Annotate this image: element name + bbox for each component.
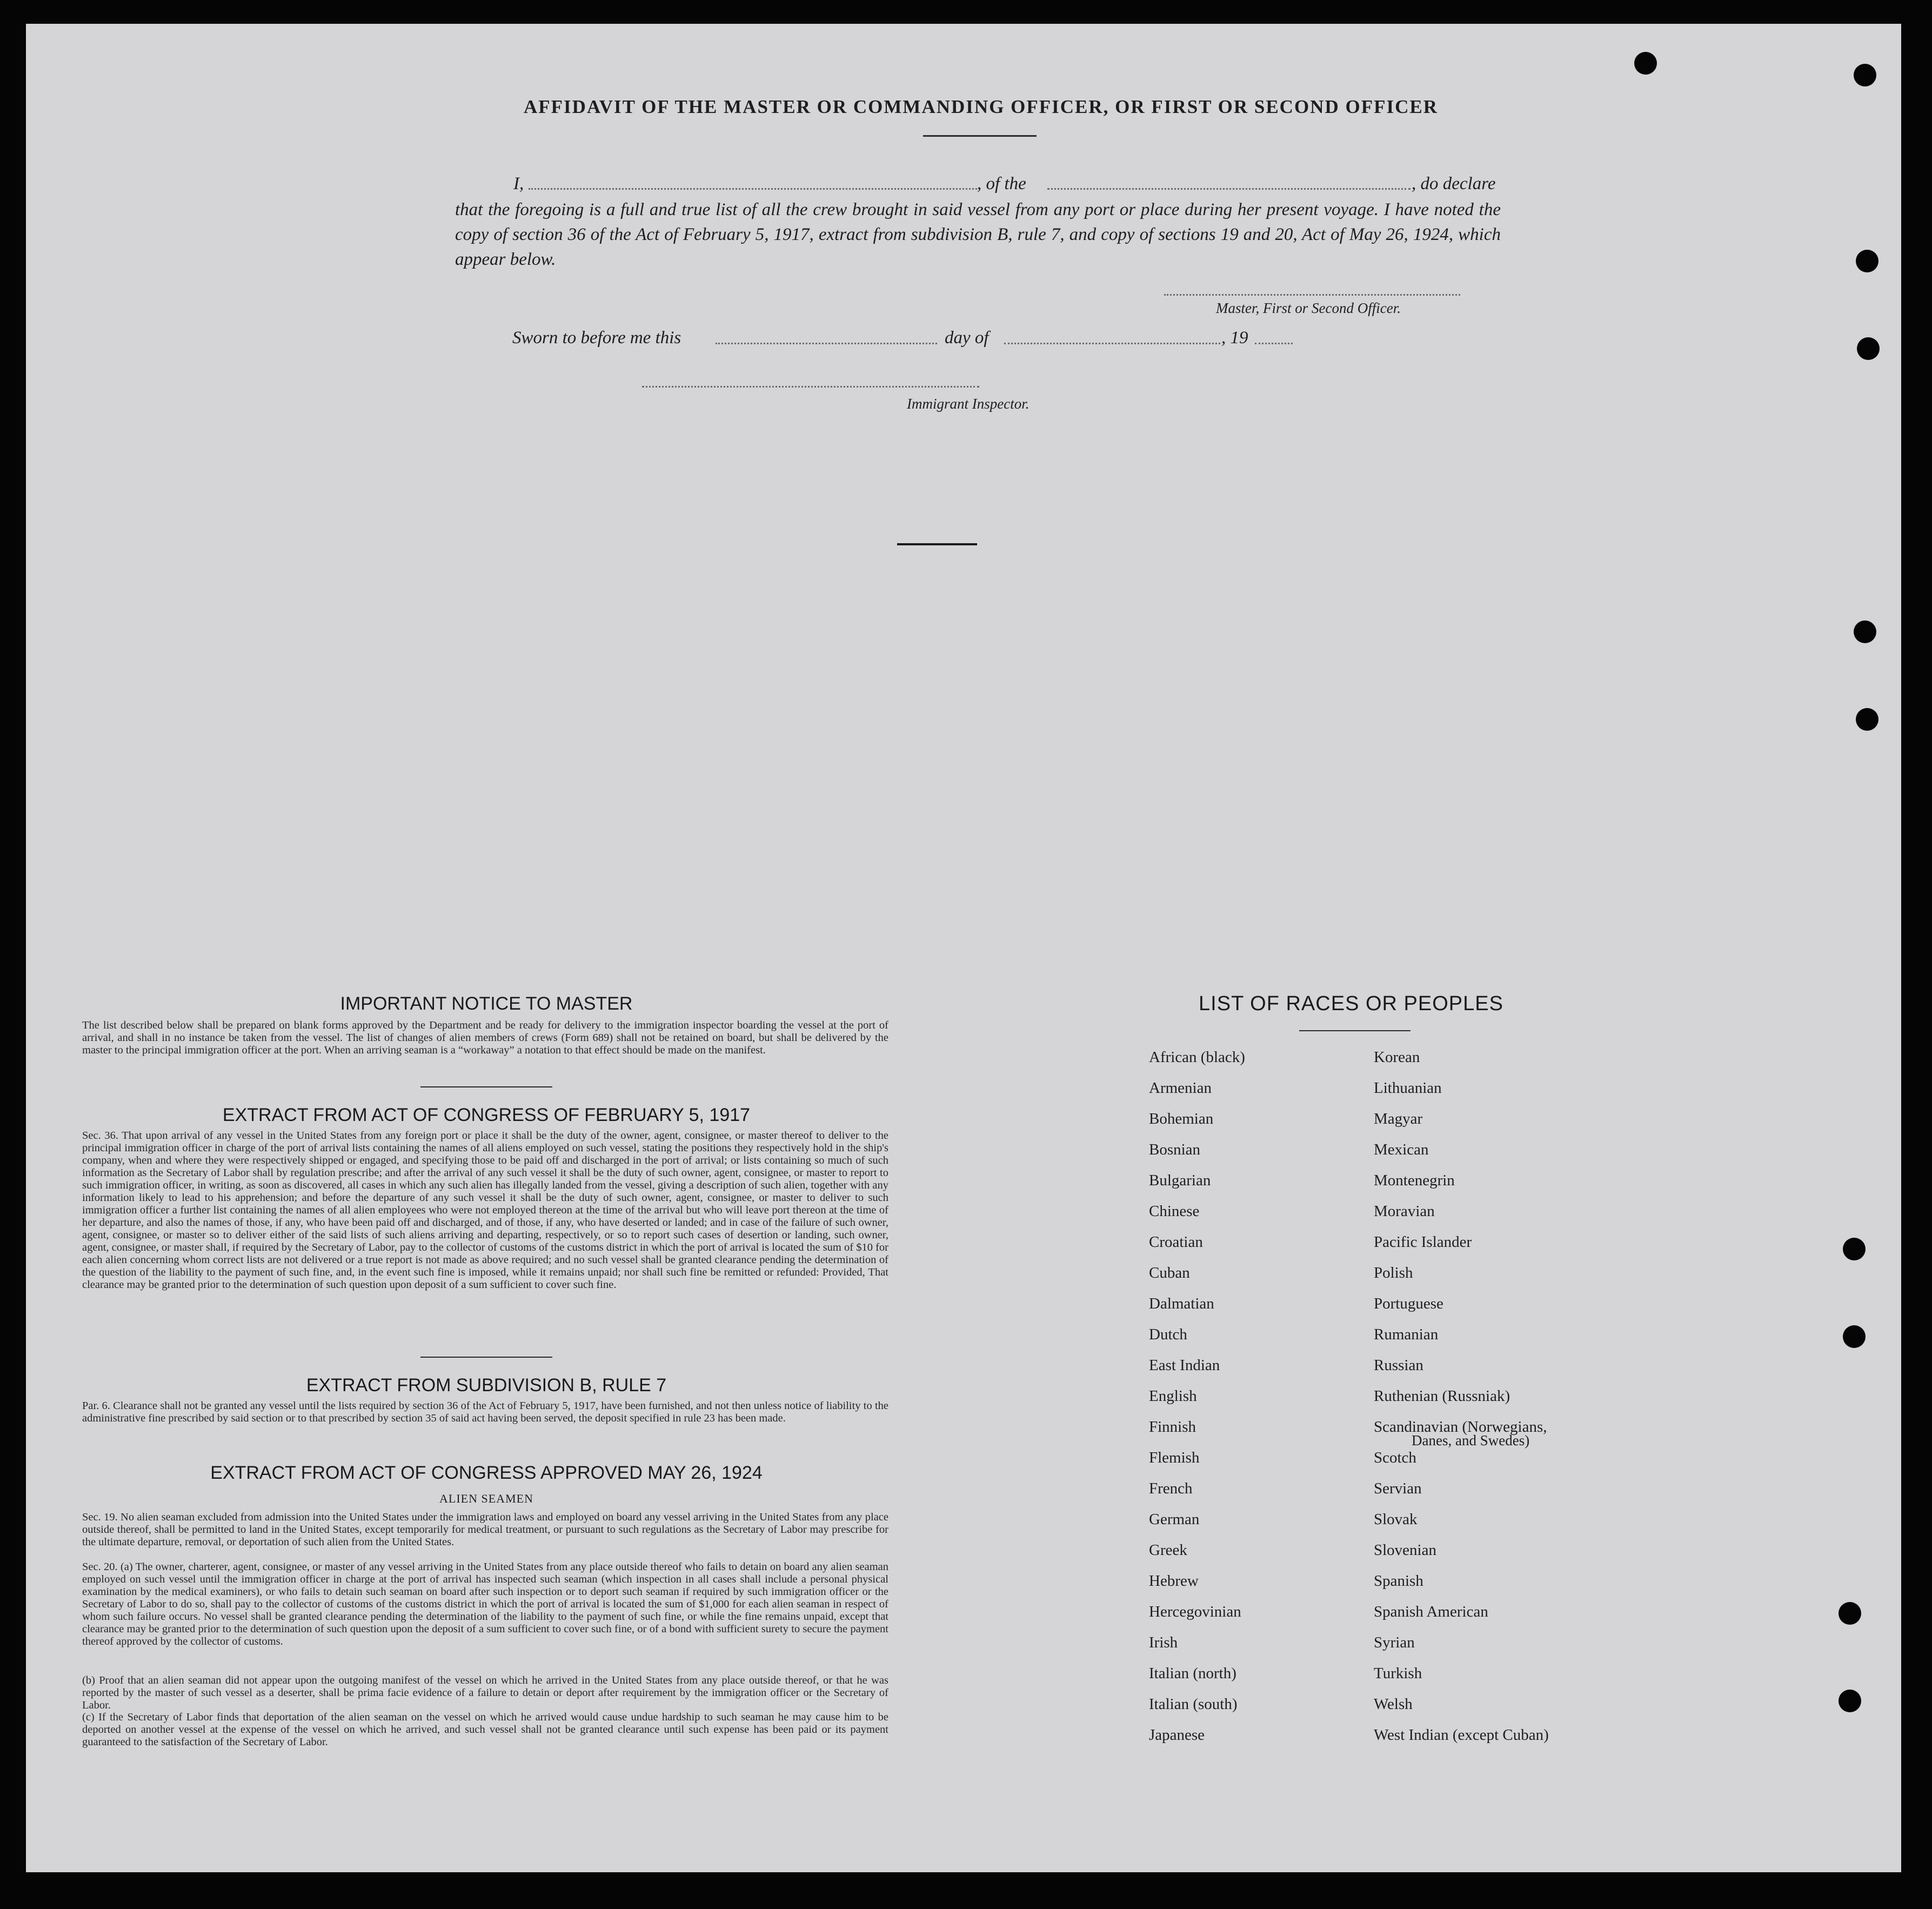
race-item: Irish: [1149, 1634, 1178, 1651]
declaration-text: that the foregoing is a full and true list of all the crew brought in said vessel from any port or place during her present voyage. I have noted the copy of section 36 of the Act of February 5, 1917, extract from subdivision B, rule 7, and copy of sections 19 and 20, Act of May 26, 1924, which appear below.: [455, 200, 1501, 269]
race-item: Bohemian: [1149, 1110, 1214, 1127]
race-item: Italian (north): [1149, 1665, 1236, 1682]
race-item: Cuban: [1149, 1264, 1190, 1281]
race-item: Croatian: [1149, 1233, 1203, 1251]
punch-hole-6: [1856, 708, 1878, 731]
race-item: Mexican: [1374, 1141, 1429, 1158]
declarant-name-field[interactable]: [529, 188, 977, 190]
race-item-continuation: Danes, and Swedes): [1412, 1432, 1530, 1449]
race-item: Moravian: [1374, 1203, 1435, 1220]
race-item: Scotch: [1374, 1449, 1416, 1466]
punch-hole-4: [1857, 337, 1880, 360]
sec-20c-text: (c) If the Secretary of Labor finds that deportation of the alien seaman on the vessel on which he arrived would cause undue hardship to such seaman he may cause him to be deported on another vessel at the expense of the vessel on which he arrived, and such vessel shall not be granted clearance until such expense has been paid or its payment guaranteed to the satisfaction of the Secretary of Labor.: [82, 1711, 888, 1748]
race-item: Montenegrin: [1374, 1172, 1455, 1189]
sec-20a-text: Sec. 20. (a) The owner, charterer, agent, consignee, or master of any vessel arriving in the United States from any place outside thereof who fails to detain on board any alien seaman employed on such vessel until the immigration officer in charge at the port of arrival has inspected such seaman (which inspection in all cases shall include a personal physical examination by the medical examiners), or who fails to detain such seaman on board after such inspection or to deport such seaman if required by such immigration officer or the Secretary of Labor to do so, shall pay to the collector of customs of the customs district in which the port of arrival is located the sum of $1,000 for each alien seaman in respect of whom such failure occurs. No vessel shall be granted clearance pending the determination of the liability to the payment of such fine, or while the fine remains unpaid, except that clearance may be granted prior to the determination of such question upon the deposit of a sum sufficient to cover such fine, or of a bond with sufficient surety to secure the payment thereof approved by the collector of customs.: [82, 1561, 888, 1647]
punch-hole-10: [1839, 1690, 1861, 1712]
sworn-year-field[interactable]: [1255, 343, 1293, 344]
master-signature-label: Master, First or Second Officer.: [1216, 300, 1401, 316]
race-item: Hebrew: [1149, 1572, 1199, 1590]
punch-hole-3: [1856, 250, 1878, 272]
race-item: African (black): [1149, 1049, 1245, 1066]
races-title-rule: [1299, 1030, 1410, 1031]
inspector-signature-line[interactable]: [642, 386, 979, 388]
race-item: Finnish: [1149, 1418, 1196, 1436]
of-the-label: , of the: [977, 174, 1026, 193]
notice-title: IMPORTANT NOTICE TO MASTER: [340, 993, 633, 1014]
race-item: Welsh: [1374, 1696, 1413, 1713]
race-item: Magyar: [1374, 1110, 1423, 1127]
rule-7-text: Par. 6. Clearance shall not be granted any vessel until the lists required by section 36 of the Act of February 5, 1917, have been furnished, and not then unless notice of liability to the administrative fine prescribed by said section or to that prescribed by section 35 of said act having been served, the deposit specified in rule 23 has been made.: [82, 1400, 888, 1424]
race-item: Flemish: [1149, 1449, 1200, 1466]
inspector-signature-label: Immigrant Inspector.: [907, 396, 1029, 412]
race-item: Korean: [1374, 1049, 1420, 1066]
year-label: , 19: [1221, 328, 1248, 348]
race-item: Ruthenian (Russniak): [1374, 1387, 1510, 1405]
title-rule: [923, 135, 1037, 137]
race-item: Polish: [1374, 1264, 1413, 1281]
extract-1917-text: Sec. 36. That upon arrival of any vessel in the United States from any foreign port or place it shall be the duty of the owner, agent, consignee, or master thereof to deliver to the principal immigration officer in charge of the port of arrival lists containing the names of all aliens employed on such vessel, stating the positions they respectively hold in the ship's company, when and where they were respectively shipped or engaged, and specifying those to be paid off and discharged in the port of arrival; or lists containing so much of such information as the Secretary of Labor shall by regulation prescribe; and after the arrival of any such vessel it shall be the duty of such owner, agent, consignee, or master to report to such immigration officer, in writing, as soon as discovered, all cases in which any such alien has illegally landed from the vessel, giving a description of such alien, together with any information likely to lead to his apprehension; and before the departure of any such vessel it shall be the duty of such owner, agent, consignee, or master to deliver to such immigration officer a further list containing the names of all alien employees who were not employed thereon at the time of the arrival but who will leave port thereon at the time of her departure, and also the names of those, if any, who have been paid off and discharged, and of those, if any, who have deserted or landed; and in case of the failure of such owner, agent, consignee, or master so to deliver either of the said lists of such aliens arriving and departing, respectively, or so to report such cases of desertion or landing, such owner, agent, consignee, or master shall, if required by the Secretary of Labor, pay to the collector of customs of the customs district in which the port of arrival is located the sum of $10 for each alien concerning whom correct lists are not delivered or a true report is not made as above required; and no such vessel shall be granted clearance pending the determination of the question of the liability to the payment of such fine, and, in the event such fine is imposed, while it remains unpaid; nor shall such fine be remitted or refunded: Provided, That clearance may be granted prior to the determination of such question upon deposit of a sum sufficient to cover such fine.: [82, 1130, 888, 1291]
race-item: Portuguese: [1374, 1295, 1443, 1312]
race-item: Italian (south): [1149, 1696, 1238, 1713]
race-item: Turkish: [1374, 1665, 1422, 1682]
race-item: Bosnian: [1149, 1141, 1201, 1158]
decorative-dash: [897, 543, 977, 545]
extract-1924-title: EXTRACT FROM ACT OF CONGRESS APPROVED MAY 26, 1924: [210, 1463, 763, 1483]
sworn-month-field[interactable]: [1004, 343, 1220, 344]
race-item: Armenian: [1149, 1079, 1212, 1097]
race-item: Dutch: [1149, 1326, 1187, 1343]
sworn-day-field[interactable]: [716, 343, 937, 344]
race-item: West Indian (except Cuban): [1374, 1726, 1549, 1744]
race-item: Spanish: [1374, 1572, 1423, 1590]
notice-text: The list described below shall be prepared on blank forms approved by the Department and be ready for delivery to the immigration inspector boarding the vessel at the port of arrival, and shall in no instance be taken from the vessel. The list of changes of alien members of crews (Form 689) shall not be retained on board, but shall be delivered by the master to the principal immigration officer at the port. When an arriving seaman is a “workaway” a notation to that effect should be made on the manifest.: [82, 1019, 888, 1056]
races-title: LIST OF RACES OR PEOPLES: [1199, 992, 1503, 1015]
race-item: Lithuanian: [1374, 1079, 1442, 1097]
race-item: Hercegovinian: [1149, 1603, 1241, 1620]
punch-hole-1: [1634, 52, 1657, 75]
extract-1917-title: EXTRACT FROM ACT OF CONGRESS OF FEBRUARY 5, 1917: [222, 1105, 751, 1125]
punch-hole-9: [1839, 1602, 1861, 1625]
punch-hole-2: [1854, 64, 1876, 86]
punch-hole-5: [1854, 620, 1876, 643]
race-item: Chinese: [1149, 1203, 1200, 1220]
alien-seamen-subtitle: ALIEN SEAMEN: [439, 1492, 533, 1505]
race-item: German: [1149, 1511, 1200, 1528]
race-item: Slovak: [1374, 1511, 1418, 1528]
affidavit-title: AFFIDAVIT OF THE MASTER OR COMMANDING OFFICER, OR FIRST OR SECOND OFFICER: [524, 96, 1438, 117]
race-item: French: [1149, 1480, 1193, 1497]
race-item: Rumanian: [1374, 1326, 1439, 1343]
sec-19-text: Sec. 19. No alien seaman excluded from admission into the United States under the immigration laws and employed on board any vessel arriving in the United States from any place outside thereof, shall be permitted to land in the United States, except temporarily for medical treatment, or pursuant to such regulations as the Secretary of Labor may prescribe for the ultimate departure, removal, or deportation of such alien from the United States.: [82, 1511, 888, 1548]
sec-20b-text: (b) Proof that an alien seaman did not appear upon the outgoing manifest of the vessel on which he arrived in the United States from any place outside thereof, or that he was reported by the master of such vessel as a deserter, shall be prima facie evidence of a failure to detain or deport after requirement by the immigration officer or the Secretary of Labor.: [82, 1674, 888, 1711]
rule-7-title: EXTRACT FROM SUBDIVISION B, RULE 7: [306, 1375, 667, 1396]
race-item: Dalmatian: [1149, 1295, 1214, 1312]
race-item: Scandinavian (Norwegians,: [1374, 1418, 1547, 1436]
punch-hole-8: [1843, 1325, 1866, 1348]
race-item: Servian: [1374, 1480, 1422, 1497]
race-item: Pacific Islander: [1374, 1233, 1472, 1251]
race-item: Spanish American: [1374, 1603, 1488, 1620]
race-item: English: [1149, 1387, 1197, 1405]
race-item: Slovenian: [1374, 1541, 1436, 1559]
race-item: Japanese: [1149, 1726, 1205, 1744]
day-of-label: day of: [945, 328, 989, 348]
vessel-name-field[interactable]: [1047, 188, 1410, 190]
declarant-prefix: I,: [513, 174, 524, 193]
race-item: Bulgarian: [1149, 1172, 1211, 1189]
sworn-label: Sworn to before me this: [512, 328, 681, 348]
race-item: Russian: [1374, 1357, 1423, 1374]
notice-rule: [420, 1086, 552, 1087]
race-item: East Indian: [1149, 1357, 1220, 1374]
race-item: Syrian: [1374, 1634, 1415, 1651]
extract-1917-rule: [420, 1357, 552, 1358]
do-declare-label: , do declare: [1412, 174, 1496, 193]
race-item: Greek: [1149, 1541, 1187, 1559]
punch-hole-7: [1843, 1238, 1866, 1260]
master-signature-line[interactable]: [1164, 294, 1460, 296]
